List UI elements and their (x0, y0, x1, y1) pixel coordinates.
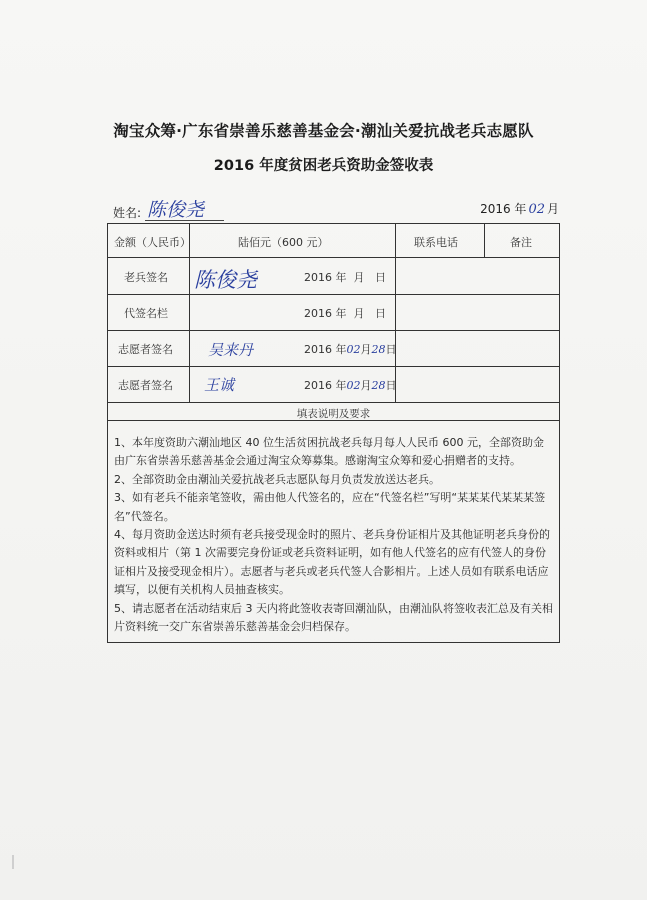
document-subtitle: 2016 年度贫困老兵资助金签收表 (213, 158, 434, 174)
note-item: 4、每月资助金送达时须有老兵接受现金时的照片、老兵身份证相片及其他证明老兵身份的资料或相片（第 1 次需要完身份证或老兵资料证明，如有他人代签名的应有代签人的身份证相片及接受现金相片）。志愿者与老兵或老兵代签人合影相片。上述人员如有联系电话应填写，以便有关机构人员抽查核实。 (114, 528, 550, 597)
notes-body (114, 434, 554, 636)
scan-artifact (12, 855, 14, 869)
name-label: 姓名: (113, 206, 142, 220)
volunteer-signature-label: 志愿者签名 (118, 343, 173, 356)
column-divider (189, 224, 190, 402)
note-item: 2、全部资助金由潮汕关爱抗战老兵志愿队每月负责发放送达老兵。 (114, 472, 440, 486)
row-divider (108, 366, 559, 367)
veteran-signature: 陈俊尧 (194, 268, 257, 292)
amount-value: 陆佰元（600 元） (238, 236, 329, 249)
remark-header: 备注 (510, 236, 532, 249)
row-divider (108, 294, 559, 295)
date-year: 2016 年 (304, 271, 347, 284)
volunteer-sign-date (304, 341, 397, 357)
date-day: 28 (371, 343, 386, 356)
name-signature: 陈俊尧 (145, 200, 224, 221)
date-day-suffix: 日 (385, 379, 397, 392)
date-month-suffix: 月 (360, 379, 372, 392)
column-divider (484, 224, 485, 257)
row-divider (108, 257, 559, 258)
date-month: 02 (528, 202, 545, 217)
sign-receipt-table (107, 223, 560, 643)
date-month-suffix: 月 (353, 307, 365, 320)
date-day-suffix: 日 (375, 271, 386, 284)
veteran-sign-date (304, 269, 386, 285)
volunteer-signature-label: 志愿者签名 (118, 379, 173, 392)
proxy-sign-date (304, 305, 386, 321)
note-item: 5、请志愿者在活动结束后 3 天内将此签收表寄回潮汕队，由潮汕队将签收表汇总及有关相片资料统一交广东省崇善乐慈善基金会归档保存。 (114, 601, 553, 634)
date-month-suffix: 月 (546, 202, 559, 216)
date-month-suffix: 月 (360, 343, 372, 356)
date-day-suffix: 日 (375, 307, 386, 320)
date-day-suffix: 日 (385, 343, 397, 356)
row-divider (108, 402, 559, 403)
date-month-suffix: 月 (353, 271, 365, 284)
date-year: 2016 年 (304, 307, 347, 320)
date-month: 02 (346, 379, 361, 392)
date-year: 2016 年 (304, 379, 347, 392)
date-day: 28 (371, 379, 386, 392)
phone-header: 联系电话 (414, 236, 458, 249)
document-title: 淘宝众筹·广东省崇善乐慈善基金会·潮汕关爱抗战老兵志愿队 (113, 122, 534, 140)
column-divider (395, 224, 396, 402)
amount-label: 金额（人民币） (114, 236, 191, 249)
proxy-signature-label: 代签名栏 (124, 307, 168, 320)
note-item: 3、如有老兵不能亲笔签收，需由他人代签名的，应在“代签名栏”写明“某某某代某某某签名”代签名。 (114, 491, 546, 523)
date-year: 2016 年 (304, 343, 347, 356)
date-month: 02 (346, 343, 361, 356)
volunteer-signature: 王诚 (204, 376, 235, 394)
form-date (480, 200, 559, 217)
notes-header: 填表说明及要求 (296, 408, 371, 420)
note-item: 1、本年度资助六潮汕地区 40 位生活贫困抗战老兵每月每人人民币 600 元，全部资助金由广东省崇善乐慈善基金会通过淘宝众筹募集。感谢淘宝众筹和爱心捐赠者的支持。 (114, 436, 544, 468)
volunteer-signature: 吴来丹 (208, 341, 254, 359)
name-row (113, 200, 224, 221)
date-year: 2016 年 (480, 202, 527, 216)
veteran-signature-label: 老兵签名 (124, 271, 168, 284)
row-divider (108, 330, 559, 331)
volunteer-sign-date (304, 377, 397, 393)
